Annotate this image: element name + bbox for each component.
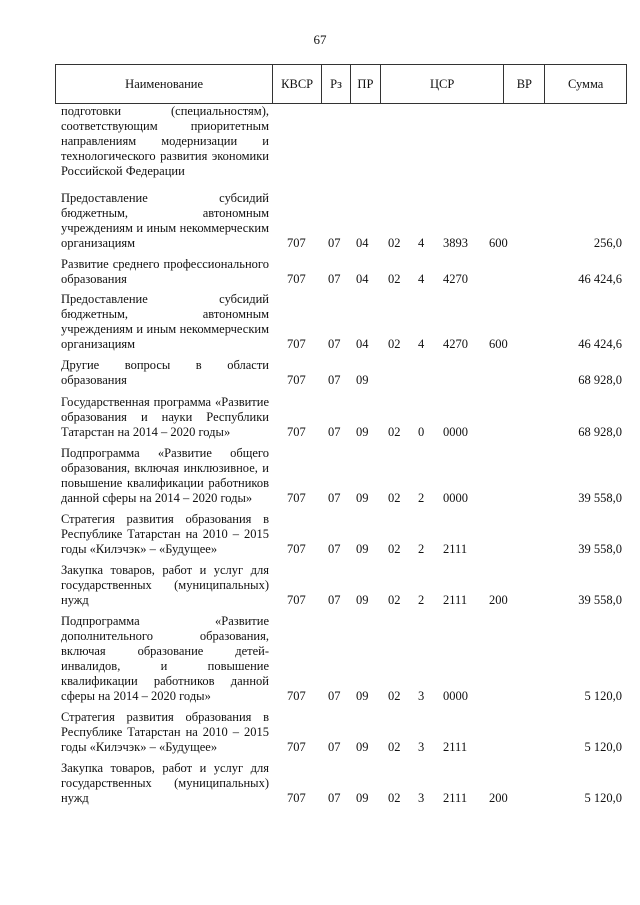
cell-rz: 07 — [328, 425, 341, 439]
cell-pr: 04 — [356, 236, 369, 250]
table-row — [55, 292, 627, 352]
row-name: Предоставление субсидий бюджетным, автономным учреждениям и иным некоммерческим организациям — [61, 191, 269, 250]
row-cells — [55, 740, 627, 755]
cell-csr-program: 02 — [388, 740, 401, 754]
row-cells — [55, 491, 627, 506]
cell-csr-code: 4270 — [443, 272, 468, 286]
table-row — [55, 191, 627, 251]
cell-pr: 09 — [356, 425, 369, 439]
cell-sum: 256,0 — [593, 236, 622, 250]
row-cells — [55, 791, 627, 806]
cell-rz: 07 — [328, 791, 341, 805]
table-row — [55, 446, 627, 506]
cell-kvsr: 707 — [287, 337, 306, 351]
cell-kvsr: 707 — [287, 236, 306, 250]
header-kvsr: КВСР — [273, 65, 322, 103]
cell-csr-program: 02 — [388, 491, 401, 505]
row-cells — [55, 593, 627, 608]
cell-kvsr: 707 — [287, 791, 306, 805]
cell-csr-subprogram: 2 — [418, 491, 425, 505]
cell-csr-code: 0000 — [443, 491, 468, 505]
cell-csr-subprogram: 4 — [418, 337, 425, 351]
row-cells — [55, 337, 627, 352]
cell-pr: 04 — [356, 337, 369, 351]
cell-sum: 39 558,0 — [578, 593, 622, 607]
row-name: подготовки (специальностям), соответствующим приоритетным направлениям модернизации и технологического развития экономики Российской Федерации — [61, 104, 269, 178]
cell-csr-program: 02 — [388, 542, 401, 556]
cell-pr: 09 — [356, 689, 369, 703]
header-name: Наименование — [56, 65, 273, 103]
header-rz: Рз — [322, 65, 351, 103]
table-header — [55, 64, 627, 104]
cell-csr-code: 0000 — [443, 689, 468, 703]
cell-kvsr: 707 — [287, 689, 306, 703]
table-row — [55, 512, 627, 557]
cell-pr: 09 — [356, 491, 369, 505]
header-csr: ЦСР — [381, 65, 505, 103]
header-vr: ВР — [504, 65, 545, 103]
cell-csr-subprogram: 0 — [418, 425, 425, 439]
row-name: Стратегия развития образования в Республике Татарстан на 2010 – 2015 годы «Килэчэк» – «Будущее» — [61, 512, 269, 556]
cell-csr-program: 02 — [388, 689, 401, 703]
table-row — [55, 257, 627, 287]
cell-rz: 07 — [328, 236, 341, 250]
cell-vr: 600 — [489, 236, 508, 250]
cell-vr: 600 — [489, 337, 508, 351]
cell-sum: 68 928,0 — [578, 373, 622, 387]
row-cells — [55, 542, 627, 557]
row-name: Стратегия развития образования в Республике Татарстан на 2010 – 2015 годы «Килэчэк» – «Будущее» — [61, 710, 269, 754]
cell-csr-subprogram: 4 — [418, 272, 425, 286]
header-pr: ПР — [351, 65, 381, 103]
cell-rz: 07 — [328, 337, 341, 351]
row-cells — [55, 164, 627, 179]
table-row — [55, 104, 627, 179]
cell-csr-program: 02 — [388, 337, 401, 351]
cell-csr-program: 02 — [388, 425, 401, 439]
table-row — [55, 563, 627, 608]
row-name: Предоставление субсидий бюджетным, автономным учреждениям и иным некоммерческим организациям — [61, 292, 269, 351]
cell-csr-program: 02 — [388, 272, 401, 286]
cell-kvsr: 707 — [287, 373, 306, 387]
row-name: Подпрограмма «Развитие дополнительного образования, включая образование детей-инвалидов, и повышение квалификации работников данной сферы на 2014 – 2020 годы» — [61, 614, 269, 703]
table-row — [55, 358, 627, 388]
cell-pr: 09 — [356, 593, 369, 607]
cell-sum: 68 928,0 — [578, 425, 622, 439]
row-name: Подпрограмма «Развитие общего образования, включая инклюзивное, и повышение квалификации работников данной сферы на 2014 – 2020 годы» — [61, 446, 269, 505]
cell-kvsr: 707 — [287, 425, 306, 439]
table-row — [55, 761, 627, 806]
cell-sum: 46 424,6 — [578, 337, 622, 351]
row-name: Развитие среднего профессионального образования — [61, 257, 269, 286]
row-cells — [55, 425, 627, 440]
cell-rz: 07 — [328, 542, 341, 556]
cell-kvsr: 707 — [287, 272, 306, 286]
cell-csr-code: 2111 — [443, 593, 468, 607]
cell-pr: 09 — [356, 740, 369, 754]
cell-sum: 5 120,0 — [584, 689, 622, 703]
cell-csr-subprogram: 3 — [418, 740, 425, 754]
header-sum: Сумма — [567, 76, 604, 91]
cell-sum: 5 120,0 — [584, 791, 622, 805]
cell-sum: 5 120,0 — [584, 740, 622, 754]
cell-vr: 200 — [489, 791, 508, 805]
cell-rz: 07 — [328, 689, 341, 703]
table-body — [55, 104, 627, 806]
cell-pr: 09 — [356, 373, 369, 387]
cell-csr-code: 3893 — [443, 236, 468, 250]
cell-csr-code: 2111 — [443, 740, 468, 754]
cell-csr-code: 0000 — [443, 425, 468, 439]
cell-sum: 46 424,6 — [578, 272, 622, 286]
row-name: Закупка товаров, работ и услуг для государственных (муниципальных) нужд — [61, 563, 269, 607]
row-cells — [55, 236, 627, 251]
cell-csr-subprogram: 3 — [418, 791, 425, 805]
cell-rz: 07 — [328, 272, 341, 286]
cell-csr-subprogram: 4 — [418, 236, 425, 250]
table-row — [55, 614, 627, 704]
row-name: Закупка товаров, работ и услуг для государственных (муниципальных) нужд — [61, 761, 269, 805]
cell-csr-program: 02 — [388, 593, 401, 607]
table-row — [55, 395, 627, 440]
cell-rz: 07 — [328, 373, 341, 387]
table-row — [55, 710, 627, 755]
cell-pr: 09 — [356, 791, 369, 805]
cell-kvsr: 707 — [287, 593, 306, 607]
cell-csr-subprogram: 3 — [418, 689, 425, 703]
cell-csr-code: 2111 — [443, 791, 468, 805]
cell-vr: 200 — [489, 593, 508, 607]
row-name: Государственная программа «Развитие образования и науки Республики Татарстан на 2014 – 2020 годы» — [61, 395, 269, 439]
cell-pr: 04 — [356, 272, 369, 286]
cell-csr-code: 4270 — [443, 337, 468, 351]
row-name: Другие вопросы в области образования — [61, 358, 269, 387]
cell-rz: 07 — [328, 740, 341, 754]
row-cells — [55, 689, 627, 704]
cell-sum: 39 558,0 — [578, 542, 622, 556]
cell-sum: 39 558,0 — [578, 491, 622, 505]
cell-pr: 09 — [356, 542, 369, 556]
row-cells — [55, 272, 627, 287]
page-number: 67 — [313, 32, 327, 47]
row-cells — [55, 373, 627, 388]
cell-csr-program: 02 — [388, 791, 401, 805]
cell-kvsr: 707 — [287, 542, 306, 556]
cell-csr-code: 2111 — [443, 542, 468, 556]
cell-csr-program: 02 — [388, 236, 401, 250]
cell-kvsr: 707 — [287, 491, 306, 505]
cell-rz: 07 — [328, 491, 341, 505]
cell-csr-subprogram: 2 — [418, 593, 425, 607]
cell-csr-subprogram: 2 — [418, 542, 425, 556]
cell-kvsr: 707 — [287, 740, 306, 754]
cell-rz: 07 — [328, 593, 341, 607]
